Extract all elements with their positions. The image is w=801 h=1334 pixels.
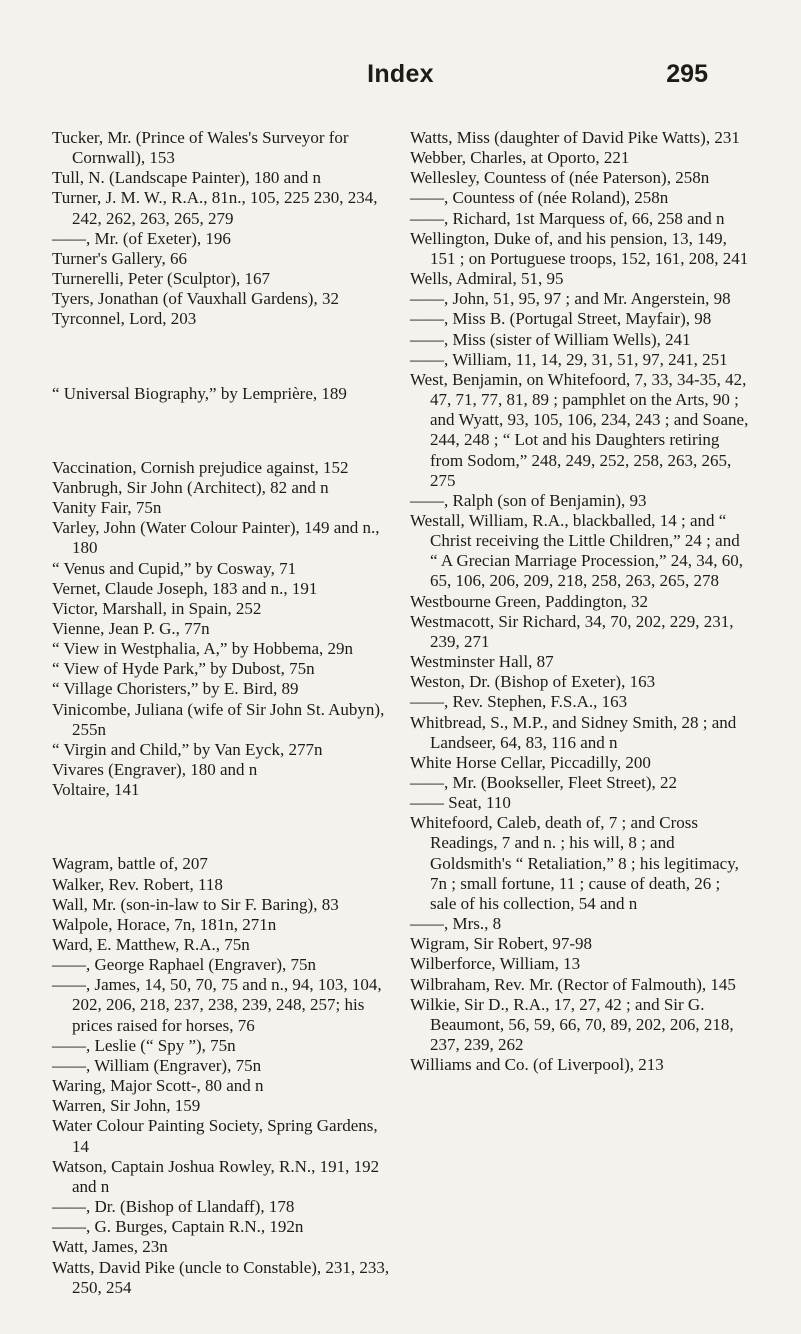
index-entry: ——, John, 51, 95, 97 ; and Mr. Angerstein, 98 xyxy=(410,289,731,309)
index-entry: White Horse Cellar, Piccadilly, 200 xyxy=(410,752,651,772)
index-entry: —— Seat, 110 xyxy=(410,793,511,813)
index-entry: Wilberforce, William, 13 xyxy=(410,954,581,974)
index-entry: Whitefoord, Caleb, death of, 7 ; and Cross Readings, 7 and n. ; his will, 8 ; and Goldsmith's “ Retaliation,” 8 ; his legitimacy, 7n ; small fortune, 11 ; cause of death, 26 ; sale of his collection, 54 and n xyxy=(410,813,739,913)
index-entry: Tucker, Mr. (Prince of Wales's Surveyor for Cornwall), 153 xyxy=(52,128,349,168)
index-entry: Weston, Dr. (Bishop of Exeter), 163 xyxy=(410,672,656,692)
index-entry: ——, Mr. (of Exeter), 196 xyxy=(52,228,231,248)
index-entry: Turner's Gallery, 66 xyxy=(52,248,187,268)
index-entry: Westbourne Green, Paddington, 32 xyxy=(410,591,648,611)
index-entry: Ward, E. Matthew, R.A., 75n xyxy=(52,935,250,954)
index-entry: ——, George Raphael (Engraver), 75n xyxy=(52,955,317,975)
index-entry: ——, Leslie (“ Spy ”), 75n xyxy=(52,1035,236,1055)
index-entry: Vanbrugh, Sir John (Architect), 82 and n xyxy=(52,477,329,497)
index-entry: ——, William, 11, 14, 29, 31, 51, 97, 241, 251 xyxy=(410,349,728,369)
index-entry: Wellesley, Countess of (née Paterson), 258n xyxy=(410,168,710,188)
index-entry: Wigram, Sir Robert, 97-98 xyxy=(410,934,593,954)
index-entry: Watson, Captain Joshua Rowley, R.N., 191, 192 and n xyxy=(52,1156,380,1196)
index-entry: West, Benjamin, on Whitefoord, 7, 33, 34-35, 42, 47, 71, 77, 81, 89 ; pamphlet on the Arts, 90 ; and Wyatt, 93, 105, 106, 234, 243 ; and Soane, 244, 248 ; “ Lot and his Daughters retiring from Sodom,” 248, 249, 252, 258, 263, 265, 275 xyxy=(410,369,749,490)
index-entry: Watt, James, 23n xyxy=(52,1237,168,1257)
index-entry: Wellington, Duke of, and his pension, 13, 149, 151 ; on Portuguese troops, 152, 161, 208, 241 xyxy=(410,228,749,268)
index-entry: ——, William (Engraver), 75n xyxy=(52,1055,262,1075)
index-entry: “ Venus and Cupid,” by Cosway, 71 xyxy=(52,558,297,578)
section-gap xyxy=(52,347,392,367)
index-entry: Westmacott, Sir Richard, 34, 70, 202, 229, 231, 239, 271 xyxy=(410,611,734,651)
index-entry: Vernet, Claude Joseph, 183 and n., 191 xyxy=(52,578,318,598)
index-entry: Westall, William, R.A., blackballed, 14 ; and “ Christ receiving the Little Children,” 24 ; and “ A Grecian Marriage Procession,” 24, 34, 60, 65, 106, 206, 209, 218, 258, 263, 265, 278 xyxy=(410,510,743,591)
index-entry: Vivares (Engraver), 180 and n xyxy=(52,760,258,780)
index-entry: Vinicombe, Juliana (wife of Sir John St. Aubyn), 255n xyxy=(52,699,385,739)
index-entry: “ Village Choristers,” by E. Bird, 89 xyxy=(52,679,299,699)
index-entry: Wilkie, Sir D., R.A., 17, 27, 42 ; and Sir G. Beaumont, 56, 59, 66, 70, 89, 202, 206, 218, 237, 239, 262 xyxy=(410,994,734,1055)
index-entry: Vanity Fair, 75n xyxy=(52,498,162,518)
index-entry: Vienne, Jean P. G., 77n xyxy=(52,618,210,638)
index-entry: Tyers, Jonathan (of Vauxhall Gardens), 32 xyxy=(52,289,339,309)
index-entry: Tyrconnel, Lord, 203 xyxy=(52,309,197,329)
page-header xyxy=(0,0,801,125)
index-entry: ——, Rev. Stephen, F.S.A., 163 xyxy=(410,692,628,712)
index-entry: ——, Richard, 1st Marquess of, 66, 258 and n xyxy=(410,208,725,228)
index-entry: Water Colour Painting Society, Spring Gardens, 14 xyxy=(52,1116,378,1156)
index-entry: Walpole, Horace, 7n, 181n, 271n xyxy=(52,914,277,934)
index-entry: “ View in Westphalia, A,” by Hobbema, 29n xyxy=(52,639,354,659)
index-entry: ——, Dr. (Bishop of Llandaff), 178 xyxy=(52,1197,295,1217)
index-entry: ——, James, 14, 50, 70, 75 and n., 94, 103, 104, 202, 206, 218, 237, 238, 239, 248, 257; his prices raised for horses, 76 xyxy=(52,975,382,1035)
index-entry: Turner, J. M. W., R.A., 81n., 105, 225 230, 234, 242, 262, 263, 265, 279 xyxy=(52,188,378,228)
index-entry: Wall, Mr. (son-in-law to Sir F. Baring), 83 xyxy=(52,894,339,914)
index-entry: ——, Miss B. (Portugal Street, Mayfair), 98 xyxy=(410,309,712,329)
index-entry: “ View of Hyde Park,” by Dubost, 75n xyxy=(52,659,315,679)
index-entry: Watts, Miss (daughter of David Pike Watts), 231 xyxy=(410,128,740,147)
index-entry: ——, Mrs., 8 xyxy=(410,914,502,934)
index-entry: Watts, David Pike (uncle to Constable), 231, 233, 250, 254 xyxy=(52,1257,390,1297)
index-entry: Victor, Marshall, in Spain, 252 xyxy=(52,598,262,618)
index-column-right xyxy=(410,128,750,1075)
index-entry: Turnerelli, Peter (Sculptor), 167 xyxy=(52,269,270,289)
index-entry: Tull, N. (Landscape Painter), 180 and n xyxy=(52,168,321,188)
index-entry: Voltaire, 141 xyxy=(52,780,140,800)
index-entry: Walker, Rev. Robert, 118 xyxy=(52,874,223,894)
index-entry: Wells, Admiral, 51, 95 xyxy=(410,269,564,289)
section-gap xyxy=(52,817,392,837)
index-entry: ——, Ralph (son of Benjamin), 93 xyxy=(410,490,647,510)
index-entry: “ Virgin and Child,” by Van Eyck, 277n xyxy=(52,739,323,759)
index-entry: Wagram, battle of, 207 xyxy=(52,854,208,874)
page-title: Index xyxy=(367,60,434,88)
index-entry: Westminster Hall, 87 xyxy=(410,652,554,672)
index-column-left xyxy=(52,128,392,1298)
page-number: 295 xyxy=(666,60,708,88)
index-entry: ——, Countess of (née Roland), 258n xyxy=(410,188,669,208)
index-entry: Wilbraham, Rev. Mr. (Rector of Falmouth), 145 xyxy=(410,974,736,994)
index-entry: ——, Mr. (Bookseller, Fleet Street), 22 xyxy=(410,773,678,792)
index-entry: Whitbread, S., M.P., and Sidney Smith, 28 ; and Landseer, 64, 83, 116 and n xyxy=(410,712,737,752)
section-gap xyxy=(52,421,392,441)
index-entry: Williams and Co. (of Liverpool), 213 xyxy=(410,1055,664,1075)
index-entry: Warren, Sir John, 159 xyxy=(52,1096,201,1116)
index-entry: ——, Miss (sister of William Wells), 241 xyxy=(410,329,691,349)
index-entry: Waring, Major Scott-, 80 and n xyxy=(52,1076,264,1096)
index-entry: “ Universal Biography,” by Lemprière, 189 xyxy=(52,383,347,403)
index-entry: ——, G. Burges, Captain R.N., 192n xyxy=(52,1217,304,1237)
index-entry: Varley, John (Water Colour Painter), 149 and n., 180 xyxy=(52,518,380,558)
index-entry: Webber, Charles, at Oporto, 221 xyxy=(410,148,630,168)
index-entry: Vaccination, Cornish prejudice against, 152 xyxy=(52,457,349,477)
